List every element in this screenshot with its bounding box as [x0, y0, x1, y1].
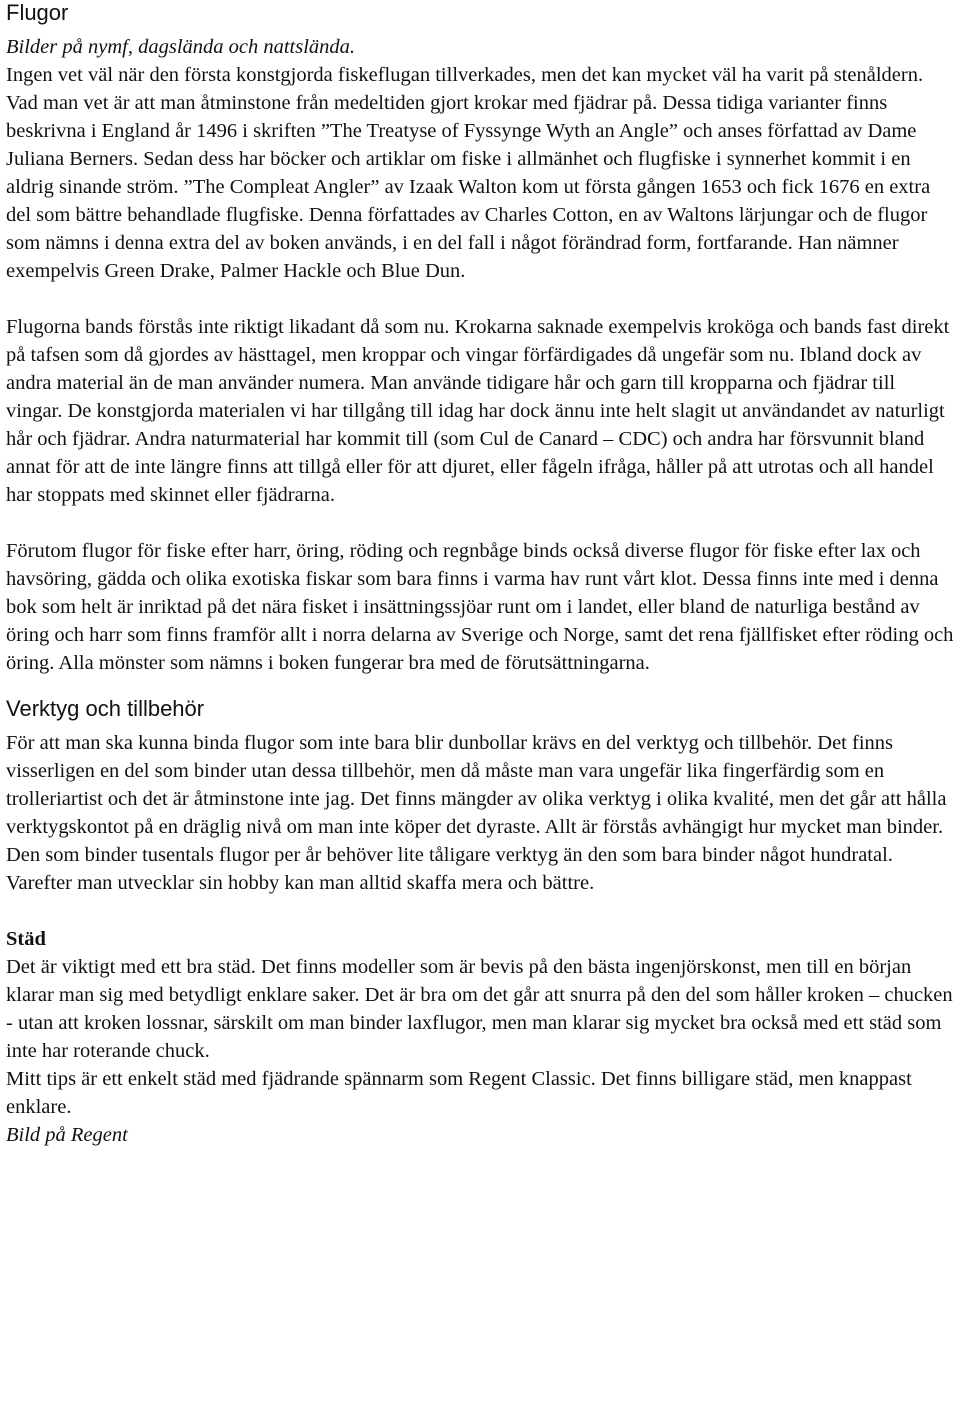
paragraph-spacer	[6, 285, 956, 313]
subsection-heading-vise: Städ	[6, 928, 46, 950]
section-heading-tools: Verktyg och tillbehör	[6, 696, 205, 721]
tools-paragraph: För att man ska kunna binda flugor som inte bara blir dunbollar krävs en del verktyg och tillbehör. Det finns visserligen en del som binder utan dessa tillbehör, men då måste man vara ungefär lika fingerfärdig som en trolleriartist och det är åtminstone inte jag. Det finns mängder av olika verktyg i olika kvalité, men det går att hålla verktygskontot på en dräglig nivå om man inte köper det dyraste. Allt är förstås avhängigt hur mycket man binder. Den som binder tusentals flugor per år behöver lite tåligare verktyg än den som bara binder något hundratal. Varefter man utvecklar sin hobby kan man alltid skaffa mera och bättre.	[6, 732, 947, 894]
vise-paragraph: Det är viktigt med ett bra städ. Det finns modeller som är bevis på den bästa ingenjörskonst, men till en början klarar man sig med betydligt enklare saker. Det är bra om det går att snurra på den del som håller kroken – chucken - utan att kroken lossnar, särskilt om man binder laxflugor, men man klarar sig mycket bra också med ett städ som inte har roterande chuck.	[6, 956, 953, 1062]
history-paragraph: Flugorna bands förstås inte riktigt likadant då som nu. Krokarna saknade exempelvis kroköga och bands fast direkt på tafsen som då gjordes av hästtagel, men kroppar och vingar förfärdigades då ungefär som nu. Ibland dock av andra material än de man använder numera. Man använde tidigare hår och garn till kropparna och fjädrar till vingar. De konstgjorda materialen vi har tillgång till idag har dock ännu inte helt slagit ut användandet av naturligt hår och fjädrar. Andra naturmaterial har kommit till (som Cul de Canard – CDC) och andra har försvunnit bland annat för att de inte längre finns att tillgå eller för att djuret, eller fågeln ifråga, håller på att utrotas och all handel har stoppats med skinnet eller fjädrarna.	[6, 316, 950, 506]
image-caption-regent: Bild på Regent	[6, 1124, 128, 1146]
paragraph-spacer	[6, 509, 956, 537]
scope-paragraph: Förutom flugor för fiske efter harr, öring, röding och regnbåge binds också diverse flugor för fiske efter lax och havsöring, gädda och olika exotiska fiskar som bara finns i varma hav runt vårt klot. Dessa finns inte med i denna bok som helt är inriktad på det nära fisket i insättningssjöar runt om i landet, eller bland de naturliga bestånd av öring och harr som finns framför allt i norra delarna av Sverige och Norge, samt det rena fjällfisket efter röding och öring. Alla mönster som nämns i boken fungerar bra med de förutsättningarna.	[6, 540, 954, 674]
intro-paragraph: Ingen vet väl när den första konstgjorda fiskeflugan tillverkades, men det kan mycket väl ha varit på stenåldern. Vad man vet är att man åtminstone från medeltiden gjort krokar med fjädrar på. Dessa tidiga varianter finns beskrivna i England år 1496 i skriften ”The Treatyse of Fyssynge Wyth an Angle” och anses författad av Dame Juliana Berners. Sedan dess har böcker och artiklar om fiske i allmänhet och flugfiske i synnerhet kommit i en aldrig sinande ström. ”The Compleat Angler” av Izaak Walton kom ut första gången 1653 och fick 1676 en extra del som bättre behandlade flugfiske. Denna författades av Charles Cotton, en av Waltons lärjungar och de flugor som nämns i denna extra del av boken används, i en del fall i något förändrad form, fortfarande. Han nämner exempelvis Green Drake, Palmer Hackle och Blue Dun.	[6, 64, 931, 282]
paragraph-spacer	[6, 897, 956, 925]
vise-tip-paragraph: Mitt tips är ett enkelt städ med fjädrande spännarm som Regent Classic. Det finns billigare städ, men knappast enklare.	[6, 1068, 912, 1118]
page-title: Flugor	[6, 0, 69, 25]
image-caption-insects: Bilder på nymf, dagslända och nattslända.	[6, 36, 356, 58]
paragraph-spacer	[6, 677, 956, 697]
document-page	[6, 0, 956, 1149]
